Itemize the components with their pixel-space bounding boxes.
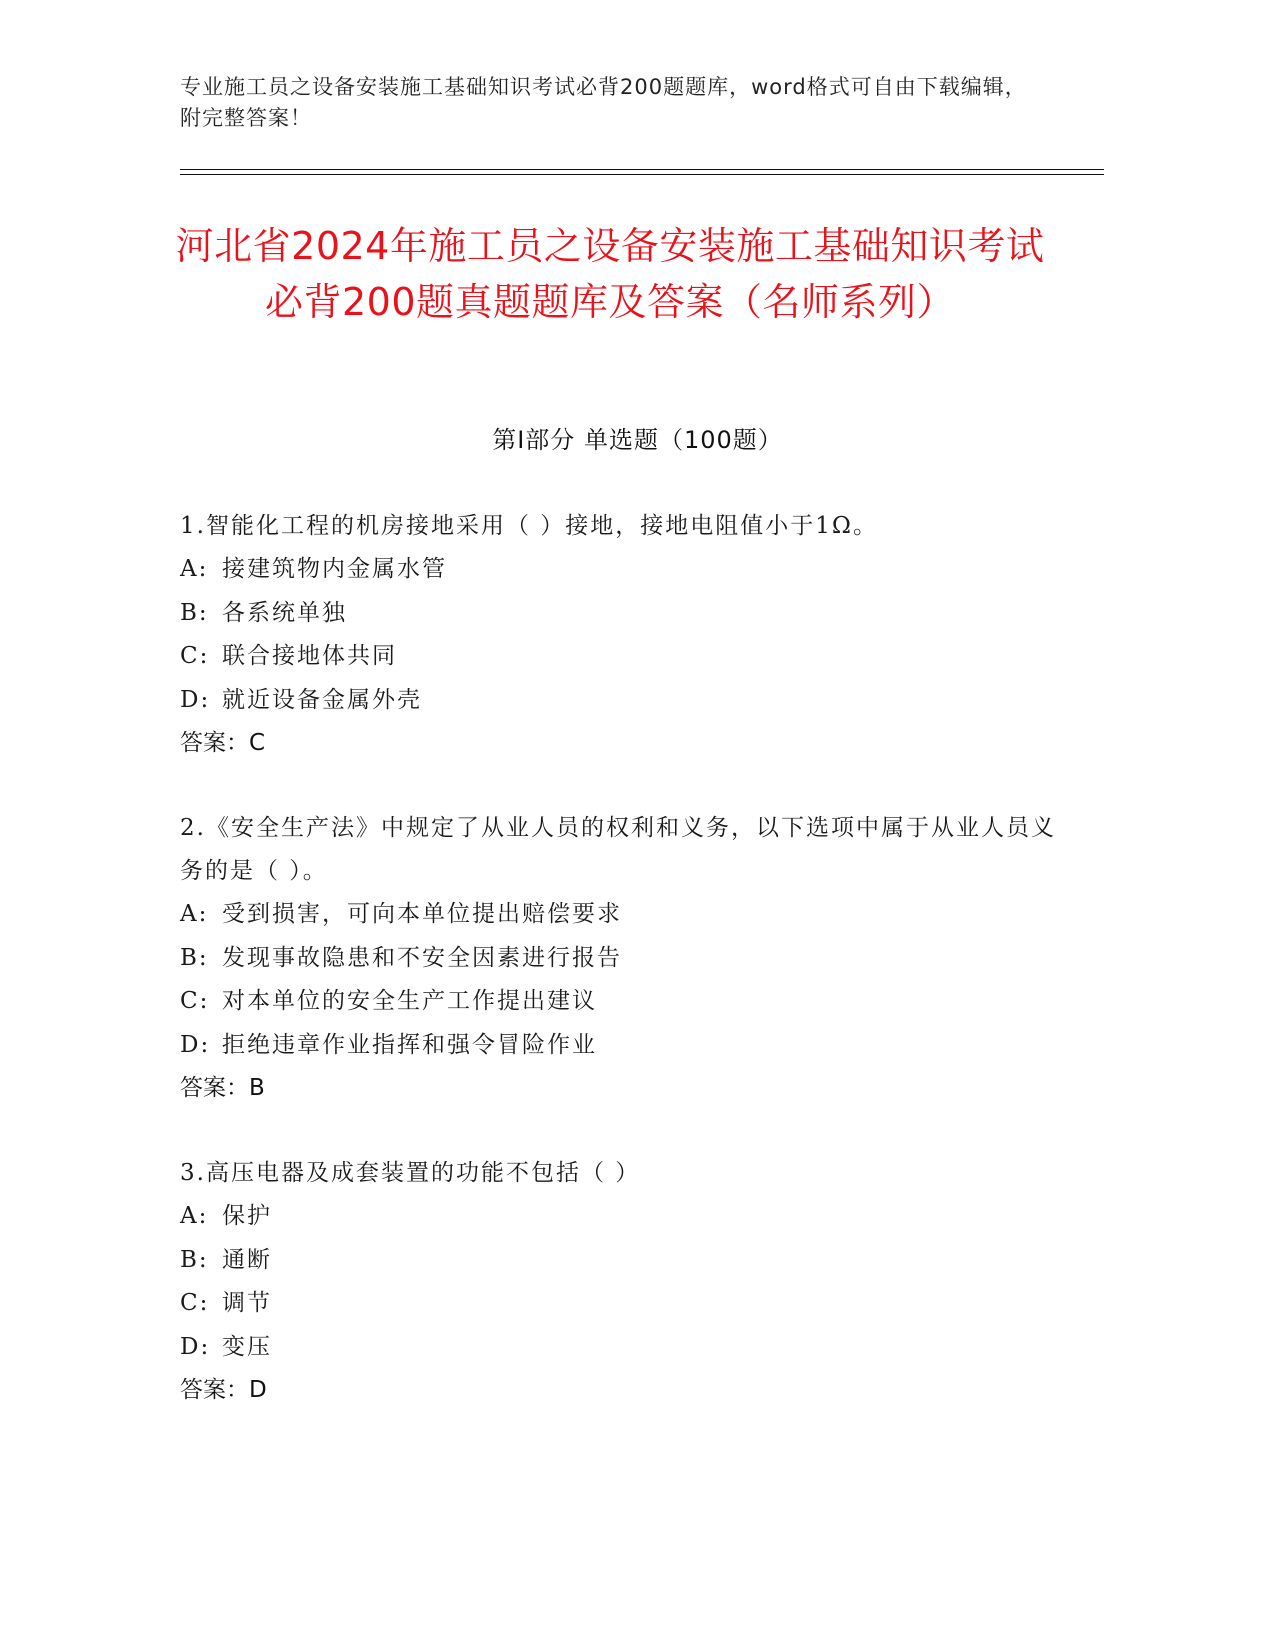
option-letter: B: (180, 599, 209, 626)
option-b (180, 1239, 1060, 1283)
option-a (180, 893, 1060, 937)
header-divider-top (180, 169, 1104, 170)
question-stem: 3.高压电器及成套装置的功能不包括（ ） (180, 1160, 641, 1186)
answer-line: 答案：B (180, 1075, 265, 1101)
option-text: 各系统单独 (222, 599, 347, 626)
option-text: 对本单位的安全生产工作提出建议 (222, 988, 597, 1014)
header-divider-bottom (180, 174, 1104, 175)
option-text: 发现事故隐患和不安全因素进行报告 (222, 944, 622, 971)
option-a (180, 548, 1060, 592)
option-c (180, 635, 1060, 679)
document-title: 河北省2024年施工员之设备安装施工基础知识考试必背200题真题题库及答案（名师系列） (175, 224, 1045, 324)
option-c (180, 980, 1060, 1024)
option-text: 联合接地体共同 (222, 643, 397, 669)
option-b (180, 592, 1060, 636)
option-letter: D: (180, 1333, 211, 1360)
answer-line: 答案：D (180, 1377, 267, 1403)
question-stem: 2.《安全生产法》中规定了从业人员的权利和义务，以下选项中属于从业人员义务的是（ ）。 (180, 815, 1056, 884)
header-note: 专业施工员之设备安装施工基础知识考试必背200题题库，word格式可自由下载编辑，附完整答案！ (180, 75, 1027, 130)
question-stem: 1.智能化工程的机房接地采用（ ）接地，接地电阻值小于1Ω。 (180, 513, 878, 539)
question-1 (180, 505, 1060, 765)
option-d (180, 679, 1060, 723)
option-letter: A: (180, 1203, 209, 1229)
option-letter: A: (180, 556, 209, 582)
option-text: 调节 (222, 1290, 272, 1316)
option-letter: B: (180, 1246, 209, 1273)
option-text: 通断 (222, 1246, 272, 1273)
option-text: 受到损害，可向本单位提出赔偿要求 (222, 901, 622, 927)
option-text: 接建筑物内金属水管 (222, 556, 447, 582)
question-3 (180, 1152, 1060, 1412)
answer-line: 答案：C (180, 730, 266, 756)
option-text: 变压 (222, 1333, 272, 1360)
option-d (180, 1024, 1060, 1068)
option-c (180, 1282, 1060, 1326)
option-text: 拒绝违章作业指挥和强令冒险作业 (222, 1031, 597, 1058)
option-letter: B: (180, 944, 209, 971)
option-d (180, 1326, 1060, 1370)
option-text: 就近设备金属外壳 (222, 686, 422, 713)
option-letter: C: (180, 1290, 210, 1316)
question-list (180, 505, 1060, 1454)
option-b (180, 937, 1060, 981)
option-letter: C: (180, 643, 210, 669)
question-2 (180, 807, 1060, 1110)
option-letter: C: (180, 988, 210, 1014)
option-a (180, 1195, 1060, 1239)
section-heading: 第Ⅰ部分 单选题（100题） (492, 426, 783, 454)
option-text: 保护 (222, 1203, 272, 1229)
option-letter: A: (180, 901, 209, 927)
option-letter: D: (180, 1031, 211, 1058)
option-letter: D: (180, 686, 211, 713)
